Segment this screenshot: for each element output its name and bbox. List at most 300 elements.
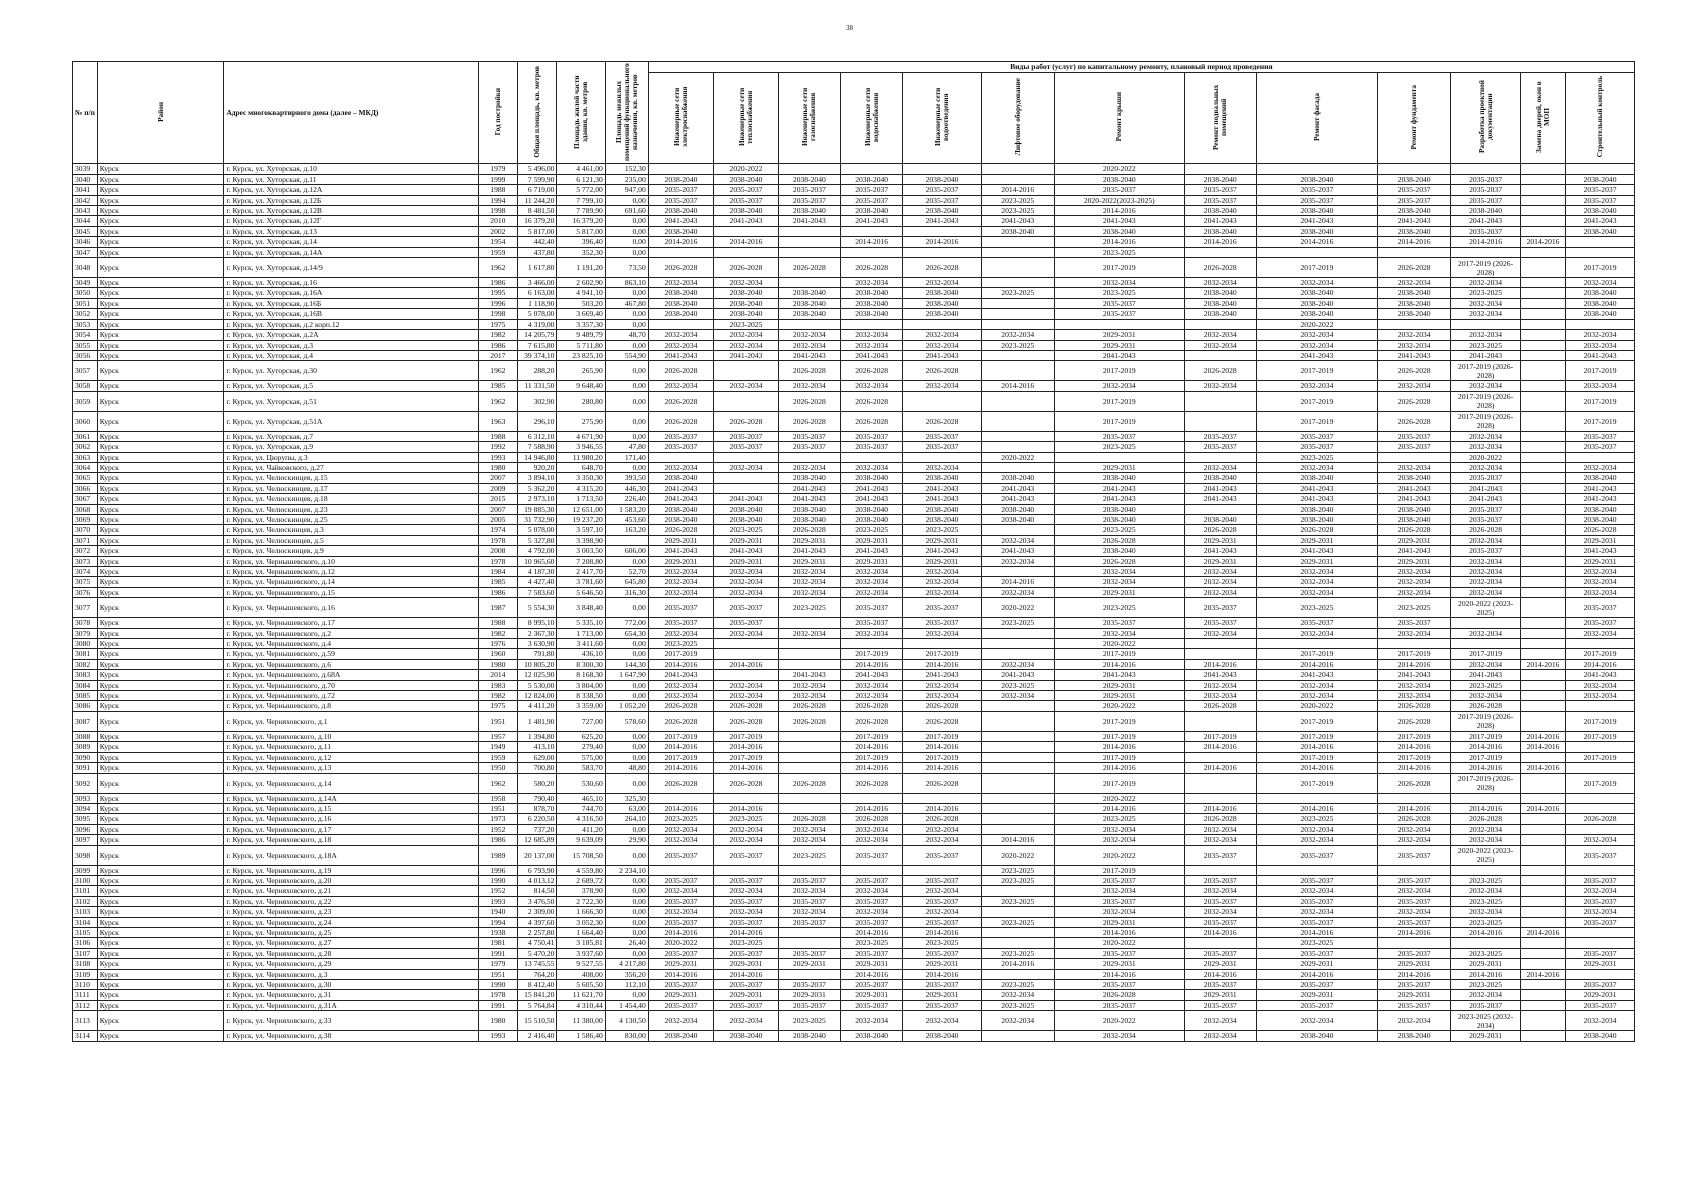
row-nonres-area: 947,00 (605, 185, 648, 195)
row-total-area: 7 583,60 (517, 587, 557, 597)
row-year: 1951 (479, 711, 518, 731)
row-work-period: 2035-2037 (841, 618, 903, 628)
row-work-period: 2020-2022 (981, 452, 1054, 462)
row-address: г. Курск, ул. Черняховского, д.24 (224, 917, 479, 927)
row-work-period: 2038-2040 (778, 309, 840, 319)
row-work-period: 2035-2037 (1184, 896, 1256, 906)
row-work-period: 2023-2025 (778, 845, 840, 865)
row-work-period: 2023-2025 (981, 980, 1054, 990)
row-work-period: 2020-2022(2023-2025) (1054, 195, 1184, 205)
row-address: г. Курск, ул. Черняховского, д.23 (224, 907, 479, 917)
row-district: Курск (97, 628, 224, 638)
row-work-period (1520, 567, 1565, 577)
row-number: 3040 (73, 174, 98, 184)
row-nonres-area: 0,00 (605, 247, 648, 257)
row-work-period: 2038-2040 (1256, 504, 1377, 514)
row-work-period: 2014-2016 (1184, 763, 1256, 773)
row-work-period: 2032-2034 (903, 381, 981, 391)
row-work-period: 2017-2019 (841, 649, 903, 659)
row-year: 1951 (479, 803, 518, 813)
row-work-period: 2032-2034 (1451, 577, 1521, 587)
row-address: г. Курск, ул. Хуторская, д.12Г (224, 216, 479, 226)
row-work-period (841, 164, 903, 174)
row-work-period: 2026-2028 (1054, 535, 1184, 545)
row-work-period: 2038-2040 (1256, 206, 1377, 216)
row-work-period: 2026-2028 (648, 411, 714, 431)
row-total-area: 5 554,30 (517, 598, 557, 618)
row-living-area: 279,40 (557, 742, 605, 752)
row-work-period: 2032-2034 (1184, 1031, 1256, 1041)
row-work-period: 2035-2037 (1256, 917, 1377, 927)
row-work-period: 2023-2025 (981, 340, 1054, 350)
row-work-period: 2014-2016 (714, 803, 778, 813)
row-work-period: 2032-2034 (1451, 628, 1521, 638)
row-total-area: 7 599,90 (517, 174, 557, 184)
row-work-period: 2023-2025 (1451, 288, 1521, 298)
row-work-period: 2035-2037 (1566, 598, 1635, 618)
row-year: 1987 (479, 598, 518, 618)
table-row (73, 381, 1635, 391)
row-work-period: 2026-2028 (841, 701, 903, 711)
row-work-period: 2038-2040 (1566, 1031, 1635, 1041)
table-row (73, 927, 1635, 937)
row-work-period: 2038-2040 (648, 298, 714, 308)
row-total-area: 5 530,00 (517, 680, 557, 690)
row-work-period: 2032-2034 (1184, 567, 1256, 577)
row-work-period: 2029-2031 (1378, 990, 1451, 1000)
row-work-period: 2032-2034 (1378, 587, 1451, 597)
row-district: Курск (97, 411, 224, 431)
row-nonres-area: 163,20 (605, 525, 648, 535)
row-number: 3064 (73, 462, 98, 472)
row-total-area: 288,20 (517, 361, 557, 381)
row-total-area: 12 824,00 (517, 691, 557, 701)
row-work-period: 2032-2034 (1378, 340, 1451, 350)
row-address: г. Курск, ул. Черняховского, д.14 (224, 773, 479, 793)
row-work-period: 2038-2040 (1054, 473, 1184, 483)
row-work-period: 2041-2043 (1378, 494, 1451, 504)
row-number: 3106 (73, 938, 98, 948)
row-work-period: 2041-2043 (1566, 670, 1635, 680)
row-work-period: 2038-2040 (1256, 1031, 1377, 1041)
row-work-period: 2038-2040 (841, 473, 903, 483)
row-work-period: 2014-2016 (714, 969, 778, 979)
row-work-period: 2041-2043 (981, 216, 1054, 226)
table-row (73, 917, 1635, 927)
row-number: 3070 (73, 525, 98, 535)
row-work-period: 2017-2019 (2026-2028) (1451, 411, 1521, 431)
row-work-period (1566, 969, 1635, 979)
row-work-period (1256, 793, 1377, 803)
row-work-period (981, 649, 1054, 659)
row-work-period: 2032-2034 (981, 691, 1054, 701)
row-work-period: 2035-2037 (903, 896, 981, 906)
row-work-period: 2041-2043 (1184, 670, 1256, 680)
table-row (73, 577, 1635, 587)
table-row (73, 691, 1635, 701)
row-work-period (981, 927, 1054, 937)
row-work-period (1520, 546, 1565, 556)
table-row (73, 361, 1635, 381)
row-work-period (714, 793, 778, 803)
row-work-period: 2020-2022 (2023-2025) (1451, 598, 1521, 618)
row-living-area: 9 648,40 (557, 381, 605, 391)
row-work-period (1520, 959, 1565, 969)
table-row (73, 835, 1635, 845)
row-work-period (981, 391, 1054, 411)
row-work-period (1451, 865, 1521, 875)
table-row (73, 504, 1635, 514)
row-living-area: 8 300,30 (557, 659, 605, 669)
row-address: г. Курск, ул. Хуторская, д.13 (224, 226, 479, 236)
row-work-period (1520, 483, 1565, 493)
row-work-period: 2032-2034 (841, 462, 903, 472)
row-nonres-area: 0,00 (605, 649, 648, 659)
row-work-period (981, 907, 1054, 917)
row-year: 1994 (479, 195, 518, 205)
row-work-period (1054, 319, 1184, 329)
row-work-period: 2014-2016 (903, 237, 981, 247)
row-address: г. Курск, ул. Чернышевского, д.14 (224, 577, 479, 587)
row-living-area: 3 411,60 (557, 639, 605, 649)
row-work-period (1566, 742, 1635, 752)
row-year: 1982 (479, 628, 518, 638)
page-number: 38 (846, 24, 853, 32)
row-work-period (1256, 865, 1377, 875)
row-work-period: 2032-2034 (648, 886, 714, 896)
row-work-period: 2032-2034 (648, 462, 714, 472)
row-work-period: 2026-2028 (648, 258, 714, 278)
row-work-period: 2032-2034 (648, 680, 714, 690)
row-address: г. Курск, ул. Хуторская, д.11 (224, 174, 479, 184)
row-work-period: 2029-2031 (648, 556, 714, 566)
row-work-period: 2014-2016 (648, 803, 714, 813)
row-year: 1985 (479, 577, 518, 587)
row-work-period (981, 164, 1054, 174)
row-work-period (1184, 350, 1256, 360)
row-year: 1996 (479, 865, 518, 875)
row-work-period: 2014-2016 (1378, 659, 1451, 669)
row-work-period (1520, 298, 1565, 308)
row-work-period: 2035-2037 (1054, 618, 1184, 628)
row-work-period: 2023-2025 (981, 1000, 1054, 1010)
row-work-period: 2032-2034 (1054, 886, 1184, 896)
row-living-area: 3 781,60 (557, 577, 605, 587)
row-work-period (1520, 226, 1565, 236)
row-work-period: 2032-2034 (841, 886, 903, 896)
header-work-5: Лифтовое оборудование (981, 73, 1054, 164)
row-nonres-area: 356,20 (605, 969, 648, 979)
row-number: 3087 (73, 711, 98, 731)
row-work-period: 2035-2037 (1378, 875, 1451, 885)
row-work-period: 2020-2022 (1054, 639, 1184, 649)
row-district: Курск (97, 350, 224, 360)
row-address: г. Курск, ул. Хуторская, д.2 корп.12 (224, 319, 479, 329)
row-work-period: 2023-2025 (981, 896, 1054, 906)
row-work-period: 2038-2040 (1184, 514, 1256, 524)
row-work-period: 2032-2034 (903, 824, 981, 834)
row-work-period (841, 865, 903, 875)
row-total-area: 8 412,40 (517, 980, 557, 990)
row-district: Курск (97, 938, 224, 948)
row-work-period: 2038-2040 (1256, 174, 1377, 184)
row-work-period: 2032-2034 (981, 535, 1054, 545)
row-district: Курск (97, 691, 224, 701)
row-work-period (1184, 319, 1256, 329)
row-work-period: 2020-2022 (1054, 1011, 1184, 1031)
row-work-period: 2023-2025 (1451, 340, 1521, 350)
row-work-period: 2032-2034 (903, 278, 981, 288)
row-total-area: 6 312,10 (517, 431, 557, 441)
row-work-period: 2038-2040 (714, 1031, 778, 1041)
row-work-period (1520, 865, 1565, 875)
row-total-area: 12 685,89 (517, 835, 557, 845)
row-address: г. Курск, ул. Черняховского, д.18 (224, 835, 479, 845)
row-work-period: 2032-2034 (1566, 680, 1635, 690)
row-district: Курск (97, 535, 224, 545)
row-work-period: 2026-2028 (778, 773, 840, 793)
row-work-period: 2029-2031 (1054, 917, 1184, 927)
row-work-period (1378, 452, 1451, 462)
row-work-period: 2035-2037 (714, 845, 778, 865)
row-work-period: 2029-2031 (1566, 990, 1635, 1000)
header-works-super: Виды работ (услуг) по капитальному ремонту, плановый период проведения (648, 62, 1634, 73)
row-work-period: 2035-2037 (903, 875, 981, 885)
row-work-period: 2038-2040 (903, 1031, 981, 1041)
row-work-period: 2041-2043 (648, 546, 714, 556)
row-work-period (1520, 258, 1565, 278)
row-district: Курск (97, 917, 224, 927)
row-address: г. Курск, ул. Чернышевского, д.12 (224, 567, 479, 577)
row-work-period: 2035-2037 (1184, 845, 1256, 865)
row-work-period: 2035-2037 (714, 185, 778, 195)
row-district: Курск (97, 330, 224, 340)
row-address: г. Курск, ул. Черняховского, д.18А (224, 845, 479, 865)
row-work-period: 2035-2037 (778, 1000, 840, 1010)
row-total-area: 442,40 (517, 237, 557, 247)
row-year: 1988 (479, 618, 518, 628)
row-total-area: 8 995,10 (517, 618, 557, 628)
row-work-period: 2032-2034 (1451, 278, 1521, 288)
row-work-period (778, 452, 840, 462)
row-work-period: 2032-2034 (1378, 824, 1451, 834)
row-work-period: 2020-2022 (1256, 319, 1377, 329)
row-work-period (1520, 990, 1565, 1000)
row-nonres-area: 0,00 (605, 381, 648, 391)
row-living-area: 5 772,00 (557, 185, 605, 195)
row-living-area: 8 168,30 (557, 670, 605, 680)
capital-repair-table (72, 61, 1635, 1042)
row-living-area: 436,10 (557, 649, 605, 659)
row-work-period (981, 1031, 1054, 1041)
row-year: 2014 (479, 670, 518, 680)
row-work-period: 2014-2016 (1184, 927, 1256, 937)
row-address: г. Курск, ул. Челюскинцев, д.9 (224, 546, 479, 556)
table-row (73, 587, 1635, 597)
row-district: Курск (97, 639, 224, 649)
row-work-period: 2014-2016 (1054, 927, 1184, 937)
row-work-period (981, 938, 1054, 948)
row-work-period (1520, 278, 1565, 288)
row-work-period: 2041-2043 (714, 350, 778, 360)
row-work-period: 2020-2022 (1054, 701, 1184, 711)
row-work-period (1520, 680, 1565, 690)
row-work-period (1184, 247, 1256, 257)
table-row (73, 628, 1635, 638)
row-living-area: 3 357,30 (557, 319, 605, 329)
row-total-area: 2 416,40 (517, 1031, 557, 1041)
row-work-period (903, 639, 981, 649)
row-living-area: 3 848,40 (557, 598, 605, 618)
row-work-period (778, 752, 840, 762)
row-work-period: 2032-2034 (778, 824, 840, 834)
row-work-period: 2035-2037 (1451, 1000, 1521, 1010)
row-work-period: 2032-2034 (778, 340, 840, 350)
row-total-area: 4 750,41 (517, 938, 557, 948)
row-total-area: 39 374,10 (517, 350, 557, 360)
row-total-area: 814,50 (517, 886, 557, 896)
row-work-period: 2026-2028 (648, 701, 714, 711)
row-work-period: 2035-2037 (841, 431, 903, 441)
row-work-period: 2032-2034 (1184, 587, 1256, 597)
row-work-period: 2014-2016 (841, 763, 903, 773)
row-work-period: 2029-2031 (1451, 1031, 1521, 1041)
row-work-period: 2041-2043 (648, 494, 714, 504)
row-work-period: 2023-2025 (1054, 442, 1184, 452)
row-work-period: 2014-2016 (903, 969, 981, 979)
row-work-period: 2041-2043 (1566, 350, 1635, 360)
row-address: г. Курск, ул. Черняховского, д.30 (224, 980, 479, 990)
row-work-period: 2026-2028 (841, 773, 903, 793)
row-year: 1952 (479, 886, 518, 896)
row-nonres-area: 1 583,20 (605, 504, 648, 514)
row-work-period: 2035-2037 (841, 875, 903, 885)
row-work-period: 2041-2043 (903, 216, 981, 226)
row-year: 1978 (479, 990, 518, 1000)
row-address: г. Курск, ул. Черняховского, д.3 (224, 969, 479, 979)
table-row (73, 1011, 1635, 1031)
row-work-period: 2035-2037 (1184, 442, 1256, 452)
row-work-period: 2026-2028 (1378, 701, 1451, 711)
row-work-period: 2032-2034 (648, 330, 714, 340)
row-work-period: 2035-2037 (1566, 431, 1635, 441)
row-work-period: 2026-2028 (1378, 391, 1451, 411)
row-year: 1978 (479, 556, 518, 566)
row-year: 2008 (479, 546, 518, 556)
row-district: Курск (97, 577, 224, 587)
row-work-period: 2017-2019 (1566, 258, 1635, 278)
row-work-period: 2035-2037 (841, 185, 903, 195)
row-work-period: 2017-2019 (1054, 752, 1184, 762)
row-work-period: 2014-2016 (841, 927, 903, 937)
row-work-period: 2017-2019 (1378, 752, 1451, 762)
row-number: 3095 (73, 814, 98, 824)
row-living-area: 408,00 (557, 969, 605, 979)
row-work-period: 2023-2025 (1451, 917, 1521, 927)
row-work-period: 2014-2016 (841, 803, 903, 813)
row-work-period: 2035-2037 (1184, 875, 1256, 885)
row-work-period: 2038-2040 (1566, 473, 1635, 483)
row-work-period: 2032-2034 (648, 340, 714, 350)
row-district: Курск (97, 514, 224, 524)
table-row (73, 535, 1635, 545)
row-work-period: 2035-2037 (1184, 598, 1256, 618)
row-work-period: 2035-2037 (714, 598, 778, 618)
row-work-period: 2038-2040 (1378, 514, 1451, 524)
row-work-period: 2032-2034 (778, 691, 840, 701)
row-nonres-area: 0,00 (605, 752, 648, 762)
row-living-area: 11 980,20 (557, 452, 605, 462)
row-work-period: 2023-2025 (1054, 288, 1184, 298)
row-work-period: 2026-2028 (714, 773, 778, 793)
row-work-period: 2014-2016 (1256, 969, 1377, 979)
row-work-period (841, 639, 903, 649)
row-work-period: 2038-2040 (1378, 174, 1451, 184)
row-district: Курск (97, 226, 224, 236)
row-work-period: 2014-2016 (1184, 659, 1256, 669)
row-work-period: 2041-2043 (1054, 670, 1184, 680)
row-work-period: 2032-2034 (1451, 567, 1521, 577)
row-total-area: 296,10 (517, 411, 557, 431)
row-address: г. Курск, ул. Черняховского, д.21 (224, 886, 479, 896)
row-work-period: 2041-2043 (981, 483, 1054, 493)
row-work-period (981, 431, 1054, 441)
row-work-period: 2038-2040 (778, 288, 840, 298)
row-work-period (1520, 206, 1565, 216)
table-row (73, 896, 1635, 906)
row-work-period: 2017-2019 (1566, 361, 1635, 381)
row-address: г. Курск, ул. Хуторская, д.12А (224, 185, 479, 195)
row-nonres-area: 830,00 (605, 1031, 648, 1041)
row-work-period (1566, 639, 1635, 649)
row-nonres-area: 112,10 (605, 980, 648, 990)
row-work-period (1378, 938, 1451, 948)
row-work-period: 2041-2043 (714, 546, 778, 556)
table-row (73, 195, 1635, 205)
row-number: 3059 (73, 391, 98, 411)
row-number: 3068 (73, 504, 98, 514)
row-work-period: 2032-2034 (841, 691, 903, 701)
row-work-period: 2017-2019 (1256, 649, 1377, 659)
row-number: 3107 (73, 948, 98, 958)
row-work-period: 2035-2037 (1054, 309, 1184, 319)
row-district: Курск (97, 195, 224, 205)
row-work-period: 2032-2034 (1378, 680, 1451, 690)
row-number: 3114 (73, 1031, 98, 1041)
row-work-period: 2035-2037 (648, 917, 714, 927)
row-work-period: 2035-2037 (1054, 896, 1184, 906)
row-work-period (1184, 711, 1256, 731)
table-row (73, 701, 1635, 711)
row-work-period: 2023-2025 (981, 618, 1054, 628)
table-row (73, 164, 1635, 174)
row-year: 1963 (479, 411, 518, 431)
row-address: г. Курск, ул. Чернышевского, д.4 (224, 639, 479, 649)
row-work-period (1520, 886, 1565, 896)
row-work-period (648, 247, 714, 257)
row-year: 2009 (479, 483, 518, 493)
row-year: 1990 (479, 875, 518, 885)
row-work-period: 2029-2031 (841, 535, 903, 545)
row-work-period: 2032-2034 (1256, 278, 1377, 288)
table-row (73, 865, 1635, 875)
row-work-period: 2026-2028 (1378, 814, 1451, 824)
row-total-area: 6 719,00 (517, 185, 557, 195)
row-work-period: 2041-2043 (1566, 483, 1635, 493)
row-work-period (1520, 980, 1565, 990)
row-number: 3053 (73, 319, 98, 329)
row-work-period: 2035-2037 (1566, 948, 1635, 958)
